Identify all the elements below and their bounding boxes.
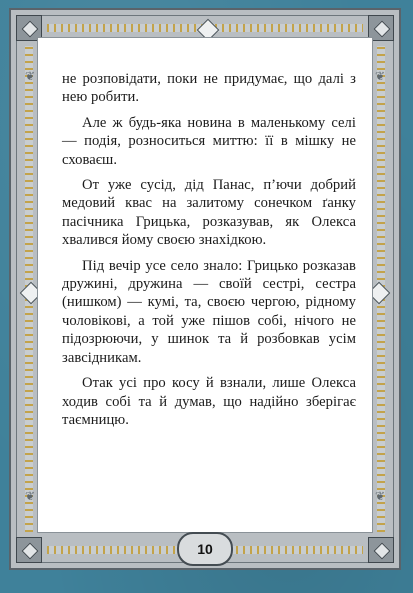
tree-ornament-icon: ❦ <box>25 489 36 503</box>
tree-ornament-icon: ❦ <box>374 489 385 503</box>
paragraph: От уже сусід, дід Панас, п’ючи добрий медовий квас на залитому сонечком ґанку пасічника Грицька, розказував, як Олекса хвалився йому своєю знахідкою. <box>62 177 356 249</box>
paragraph: Отак усі про косу й взнали, лише Олекса ходив собі та й думав, що надійно зберігає таємницю. <box>62 375 356 428</box>
paragraph: Але ж будь-яка новина в маленькому селі — подія, розноситься миттю: її в мішку не сховаєш. <box>62 114 356 168</box>
tree-ornament-icon: ❦ <box>25 69 36 83</box>
corner-ornament-icon <box>368 537 394 563</box>
corner-ornament-icon <box>16 537 42 563</box>
page-number-badge: 10 <box>177 532 233 566</box>
tree-ornament-icon: ❦ <box>374 69 385 83</box>
paragraph: Під вечір усе село знало: Грицько розказав дружині, дружина — своїй сестрі, сестра (нишком) — кумі, та, своєю чергою, рідному чоловікові, а той уже пішов собі, нічого не підозрюючи, у шинок та й розбовкав усім завсідникам. <box>62 257 356 366</box>
story-text <box>62 70 356 436</box>
paragraph: не розповідати, поки не придумає, що далі з нею робити. <box>62 71 356 106</box>
